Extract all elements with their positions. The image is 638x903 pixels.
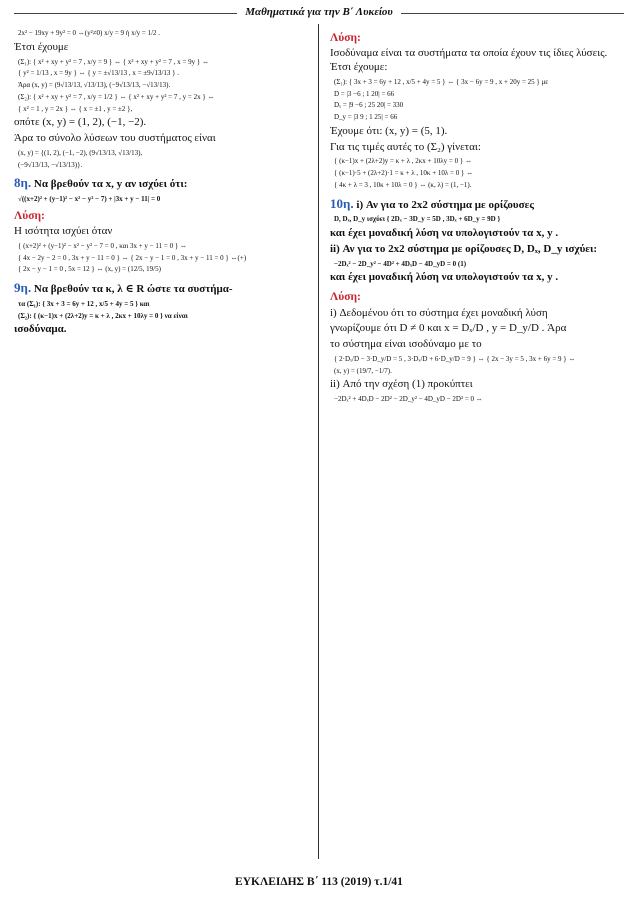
header-rule-right (401, 13, 624, 14)
problem-10-part-ii-ask: και έχει μοναδική λύση να υπολογιστούν τα x, y . (330, 271, 559, 284)
eq-system2-a: (Σ₂): { x² + xy + y² = 7 , x/y = 1/2 } ⇔ { x² + xy + y² = 7 , y = 2x } ⇔ (18, 92, 215, 101)
problem-8-text: Να βρεθούν τα x, y αν ισχύει ότι: (33, 178, 188, 191)
eq-system2-b: { x² = 1 , y = 2x } ⇔ { x = ±1 , y = ±2 }, (18, 104, 133, 113)
solution-10-system: { 2·Dₓ/D − 3·D_y/D = 5 , 3·Dₓ/D + 6·D_y/D = 9 } ⇔ { 2x − 3y = 5 , 3x + 6y = 9 } ⇔ (334, 354, 576, 363)
solution-8-step-3: { 2x − y − 1 = 0 , 5x = 12 } ⇔ (x, y) = (12/5, 19/5) (18, 265, 161, 274)
problem-8-equation: √((x+2)² + (y−1)² − x² − y² − 7) + |3x + y − 11| = 0 (18, 195, 161, 203)
text-etsi: Έτσι έχουμε (14, 40, 69, 53)
left-column (14, 26, 306, 859)
problem-9-number: 9η. (14, 280, 32, 296)
solution-9-intro: Ισοδύναμα είναι τα συστήματα τα οποία έχουν τις ίδιες λύσεις. Έτσι έχουμε: (330, 47, 608, 74)
problem-8 (14, 175, 306, 192)
solution-10-equation: −2Dₓ² + 4DₓD − 2D² − 2D_y² − 4D_yD − 2D² = 0 ⇔ (334, 395, 483, 403)
solution-8-step-2: { 4x − 2y − 2 = 0 , 3x + y − 11 = 0 } ⇔ { 2x − y − 1 = 0 , 3x + y − 11 = 0 } ⇔(+) (18, 253, 247, 262)
eq-ratio: 2x² − 19xy + 9y² = 0 ⇔(y²≠0) x/y = 9 ή x/y = 1/2 . (18, 29, 161, 37)
solution-10-text-3: το σύστημα είναι ισοδύναμο με το (330, 338, 482, 350)
header-title: Μαθηματικά για την Β΄ Λυκείου (245, 6, 393, 19)
solution-8-step-1: { (x+2)² + (y−1)² − x² − y² − 7 = 0 , και 3x + y − 11 = 0 } ⇔ (18, 241, 187, 250)
solution-9-step-1: { (κ−1)x + (2λ+2)y = κ + λ , 2κx + 10λy = 0 } ⇔ (334, 157, 472, 166)
right-column (330, 26, 626, 859)
problem-9-text-d: ισοδύναμα. (14, 323, 67, 336)
solution-10-text-2: γνωρίζουμε ότι D ≠ 0 και x = Dₓ/D , y = D_y/D . Άρα (330, 322, 567, 335)
header-rule-left (14, 13, 237, 14)
solution-10-text-1: i) Δεδομένου ότι το σύστημα έχει μοναδική λύση (330, 306, 548, 319)
problem-10-part-ii-equation: −2Dₓ² − 2D_y² − 4D² + 4DₓD − 4D_yD = 0 (1) (334, 259, 467, 268)
problem-9-text-a: Να βρεθούν τα κ, λ ∈ R ώστε τα συστήμα- (33, 283, 233, 296)
solution-10-text-4: ii) Από την σχέση (1) προκύπτει (330, 378, 473, 391)
problem-8-number: 8η. (14, 175, 32, 191)
eq-solution-set-2: (−9√13/13, −√13/13)}. (18, 160, 83, 169)
solution-9-step-3: { 4κ + λ = 3 , 10κ + 10λ = 0 } ⇔ (κ, λ) = (1, −1). (334, 180, 472, 189)
page-footer: ΕΥΚΛΕΙΔΗΣ Β΄ 113 (2019) τ.1/41 (235, 875, 403, 888)
problem-10-part-i-ask: και έχει μοναδική λύση να υπολογιστούν τα x, y . (330, 227, 559, 240)
solution-8-text: Η ισότητα ισχύει όταν (14, 225, 113, 238)
column-divider (318, 24, 319, 859)
determinant-dx: Dₓ = |9 −6 ; 25 20| = 330 (334, 101, 404, 110)
text-solution-set: Άρα το σύνολο λύσεων του συστήματος είναι (14, 132, 216, 144)
problem-10 (330, 196, 626, 213)
page-header (14, 6, 624, 20)
solution-9-text-2: Για τις τιμές αυτές το (Σ₂) γίνεται: (330, 140, 481, 153)
eq-system2-c: οπότε (x, y) = (1, 2), (−1, −2). (14, 116, 147, 129)
problem-9 (14, 280, 306, 297)
eq-system1-b: { y² = 1/13 , x = 9y } ⇔ { y = ±√13/13 , x = ±9√13/13 } . (18, 69, 180, 78)
determinant-d: D = |3 −6 ; 1 20| = 66 (334, 89, 395, 98)
problem-10-number: 10η. (330, 195, 354, 211)
solution-9-heading: Λύση: (330, 32, 361, 44)
solution-9-system: (Σ₁): { 3x + 3 = 6y + 12 , x/5 + 4y = 5 } ⇔ { 3x − 6y = 9 , x + 20y = 25 } με (334, 77, 549, 86)
eq-system1-a: (Σ₁): { x² + xy + y² = 7 , x/y = 9 } ⇔ { x² + xy + y² = 7 , x = 9y } ⇔ (18, 57, 209, 66)
solution-9-xy: Έχουμε ότι: (x, y) = (5, 1). (330, 124, 448, 137)
problem-9-text-c: (Σ₂): { (κ−1)x + (2λ+2)y = κ + λ , 2κx + 10λy = 0 } να είναι (18, 311, 188, 320)
eq-system1-c: Άρα (x, y) = (9√13/13, √13/13), (−9√13/13, −√13/13). (18, 81, 171, 89)
problem-10-part-i-system: D, Dₓ, D_y ισχύει { 2Dₓ − 3D_y = 5D , 3Dₓ + 6D_y = 9D } (334, 215, 501, 224)
determinant-dy: D_y = |3 9 ; 1 25| = 66 (334, 113, 398, 122)
problem-10-part-i: i) Αν για το 2x2 σύστημα με ορίζουσες (356, 198, 534, 211)
solution-10-heading: Λύση: (330, 291, 361, 304)
solution-9-step-2: { (κ−1)·5 + (2λ+2)·1 = κ + λ , 10κ + 10λ = 0 } ⇔ (334, 169, 474, 178)
eq-solution-set-1: (x, y) = {(1, 2), (−1, −2), (9√13/13, √13/13), (18, 148, 143, 157)
problem-10-part-ii: ii) Αν για το 2x2 σύστημα με ορίζουσες D, Dₓ, D_y ισχύει: (330, 242, 598, 255)
solution-8-heading: Λύση: (14, 209, 45, 222)
problem-9-text-b: τα (Σ₁): { 3x + 3 = 6y + 12 , x/5 + 4y = 5 } και (18, 299, 150, 308)
solution-10-result: (x, y) = (19/7, −1/7). (334, 366, 392, 375)
